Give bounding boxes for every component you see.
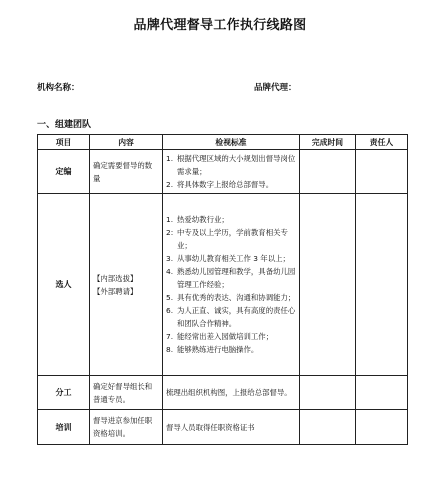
project-cell: 培训 bbox=[38, 410, 90, 445]
standard-item: 6. 为人正直、诚实，具有高度的责任心和团队合作精神。 bbox=[166, 306, 296, 328]
owner-cell[interactable] bbox=[356, 410, 408, 445]
brand-agent-label: 品牌代理： bbox=[254, 83, 297, 93]
completion-time-cell[interactable] bbox=[300, 194, 356, 376]
table-row bbox=[38, 376, 408, 410]
content-cell: 确定需要督导的数量 bbox=[90, 150, 163, 194]
standard-cell bbox=[163, 194, 300, 376]
completion-time-cell[interactable] bbox=[300, 376, 356, 410]
standard-item: 5. 具有优秀的表达、沟通和协调能力； bbox=[166, 293, 296, 302]
standard-item: 3. 从事幼儿教育相关工作 3 年以上； bbox=[166, 254, 290, 263]
standard-item: 1. 热爱幼教行业； bbox=[166, 215, 229, 224]
header-standard: 检视标准 bbox=[163, 135, 300, 150]
table-row bbox=[38, 410, 408, 445]
document-title: 品牌代理督导工作执行线路图 bbox=[133, 18, 307, 33]
completion-time-cell[interactable] bbox=[300, 410, 356, 445]
content-cell: 督导进京参加任职资格培训。 bbox=[90, 410, 163, 445]
project-cell: 分工 bbox=[38, 376, 90, 410]
owner-cell[interactable] bbox=[356, 194, 408, 376]
standard-item: 2: 中专及以上学历，学前教育相关专业； bbox=[166, 228, 288, 250]
execution-route-table bbox=[37, 134, 408, 445]
standard-item: 4. 熟悉幼儿园管理和教学，具备幼儿园管理工作经验； bbox=[166, 267, 296, 289]
content-cell bbox=[90, 194, 163, 376]
standard-cell: 梳理出组织机构图，上报给总部督导。 bbox=[163, 376, 300, 410]
external-hiring-label: 【外部聘请】 bbox=[93, 286, 138, 296]
completion-time-cell[interactable] bbox=[300, 150, 356, 194]
project-cell: 选人 bbox=[38, 194, 90, 376]
table-row bbox=[38, 194, 408, 376]
owner-cell[interactable] bbox=[356, 150, 408, 194]
header-project: 项目 bbox=[38, 135, 90, 150]
table-header-row bbox=[38, 135, 408, 150]
header-content: 内容 bbox=[90, 135, 163, 150]
standard-cell bbox=[163, 150, 300, 194]
header-owner: 责任人 bbox=[356, 135, 408, 150]
header-completion-time: 完成时间 bbox=[300, 135, 356, 150]
owner-cell[interactable] bbox=[356, 376, 408, 410]
standard-item: 2. 将具体数字上报给总部督导。 bbox=[166, 180, 274, 189]
project-cell: 定编 bbox=[38, 150, 90, 194]
standard-cell: 督导人员取得任职资格证书 bbox=[163, 410, 300, 445]
standard-item: 7. 能经常出差入园做培训工作； bbox=[166, 332, 274, 341]
table-row bbox=[38, 150, 408, 194]
standard-item: 1. 根据代理区域的大小规划出督导岗位需求量； bbox=[166, 154, 296, 176]
org-name-label: 机构名称： bbox=[37, 83, 80, 93]
internal-selection-label: 【内部选拔】 bbox=[93, 273, 138, 283]
content-cell: 确定好督导组长和普通专员。 bbox=[90, 376, 163, 410]
section-heading: 一、组建团队 bbox=[37, 120, 92, 130]
standard-item: 8. 能够熟练进行电脑操作。 bbox=[166, 345, 259, 354]
